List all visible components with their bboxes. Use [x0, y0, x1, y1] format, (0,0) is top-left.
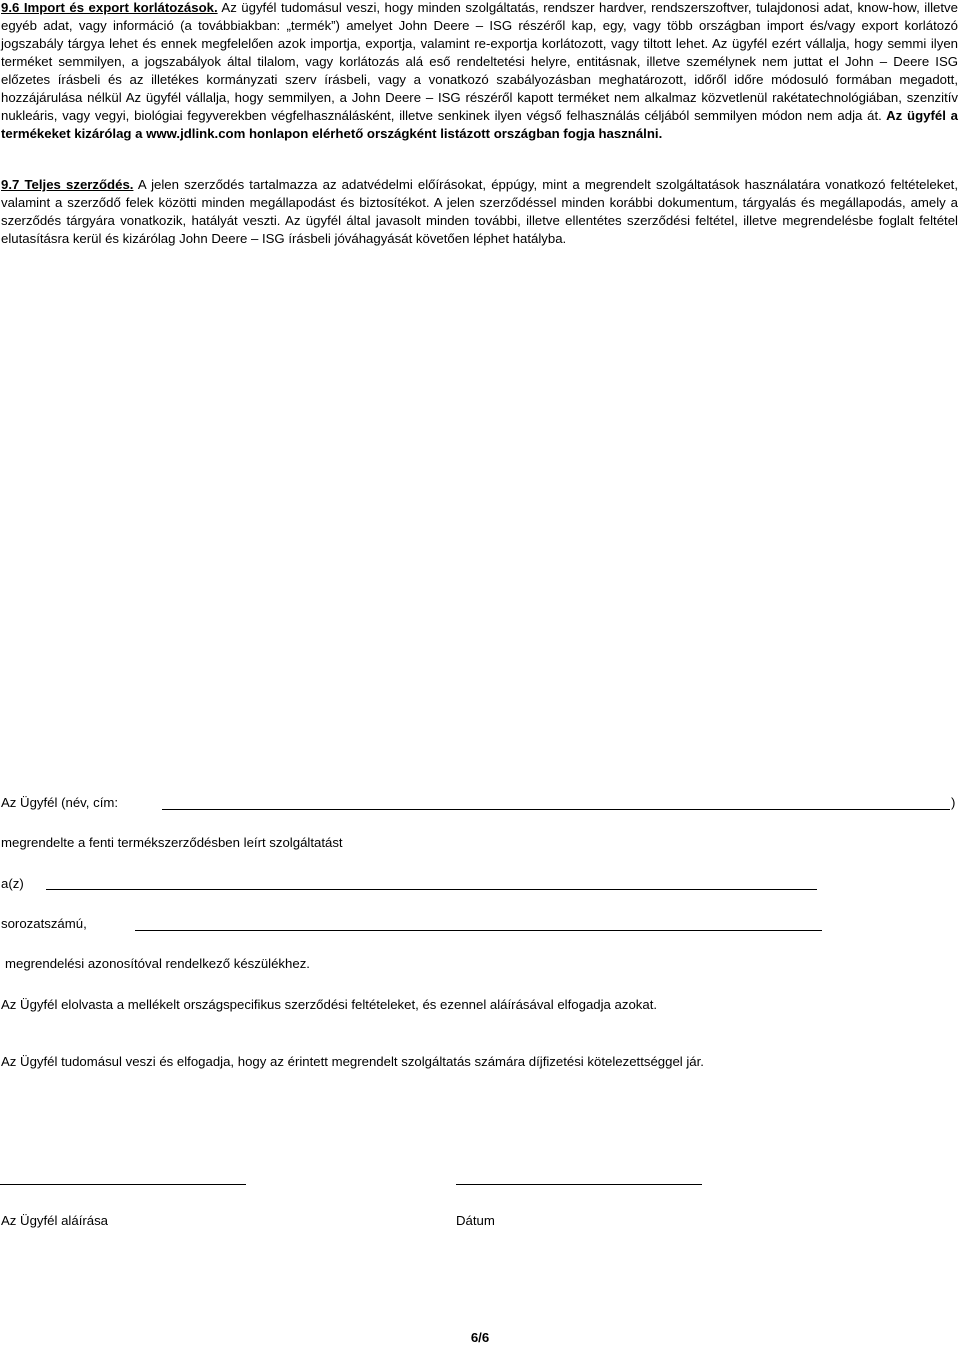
serial-label: sorozatszámú,: [1, 916, 87, 931]
ordered-text: megrendelte a fenti termékszerződésben leírt szolgáltatást: [1, 835, 343, 850]
section-9-6-bold-text: Az ügyfél a termékeket kizárólag a www.jdlink.com honlapon elérhető országként listázott országban fogja használni.: [1, 108, 958, 141]
device-type-field[interactable]: [46, 889, 817, 890]
section-9-6-heading: 9.6 Import és export korlátozások.: [1, 0, 218, 15]
section-9-7-text: A jelen szerződés tartalmazza az adatvédelmi előírásokat, éppúgy, mint a megrendelt szolgáltatások használatára vonatkozó feltételeket, valamint a szerződő felek közötti minden megállapodást és biztosítékot. A jelen szerződéssel minden korábbi dokumentum, tárgyalás és megállapodás, amely a szerződés tárgyára vonatkozik, hatályát veszti. Az ügyfél által javasolt minden további, illetve ellentétes szerződési feltétel, illetve megrendelésbe foglalt feltétel elutasításra kerül és kizárólag John Deere – ISG írásbeli jóváhagyását követően léphet hatályba.: [1, 177, 958, 246]
serial-number-field[interactable]: [135, 930, 822, 931]
accept-text: Az Ügyfél elolvasta a mellékelt országspecifikus szerződési feltételeket, és ezennel aláírásával elfogadja azokat.: [1, 997, 658, 1012]
az-label: a(z): [1, 876, 24, 891]
client-close-paren: ): [951, 795, 956, 810]
date-line[interactable]: [456, 1184, 702, 1185]
client-signature-label: Az Ügyfél aláírása: [1, 1213, 109, 1228]
fee-text: Az Ügyfél tudomásul veszi és elfogadja, hogy az érintett megrendelt szolgáltatás számára díjfizetési kötelezettséggel jár.: [1, 1054, 704, 1069]
section-9-7-heading: 9.7 Teljes szerződés.: [1, 177, 134, 192]
section-9-6-text: Az ügyfél tudomásul veszi, hogy minden szolgáltatás, rendszer hardver, rendszerszoftver, tulajdonosi adat, know-how, illetve egyéb adat, vagy információ (a továbbiakban: „termék”) amelyet John Deere – ISG részéről kap, egy, vagy több országban import és/vagy export korlátozó jogszabály tárgya lehet és ennek megfelelően azok importja, exportja, valamint re-exportja korlátozott, vagy tiltott lehet. Az ügyfél ezért vállalja, hogy semmi ilyen terméket semmilyen, a jogszabályok által tilalom, vagy korlátozás alá eső rendeltetési helyre, entitásnak, illetve személynek nem juttat el John – Deere ISG előzetes írásbeli és az illetékes kormányzati szerv írásbeli, vagy a vonatkozó szabályozásban meghatározott, időről időre módosuló formában megadott, hozzájárulása nélkül Az ügyfél vállalja, hogy semmilyen, a John Deere – ISG részéről kapott terméket nem alkalmaz közvetlenül rakétatechnológiában, szenzitív nukleáris, vagy vegyi, biológiai fegyverekben végfelhasználásként, illetve senkinek ilyen végső felhasználás céljából semmilyen módon nem adja át.: [1, 0, 958, 123]
section-9-6: [1, 0, 958, 143]
client-name-address-field[interactable]: [162, 809, 950, 810]
client-label: Az Ügyfél (név, cím:: [1, 795, 119, 810]
date-label: Dátum: [456, 1213, 495, 1228]
order-id-text: megrendelési azonosítóval rendelkező készülékhez.: [5, 956, 310, 971]
page-number: 6/6: [470, 1330, 490, 1345]
client-signature-line[interactable]: [0, 1184, 246, 1185]
section-9-7: [1, 176, 958, 248]
